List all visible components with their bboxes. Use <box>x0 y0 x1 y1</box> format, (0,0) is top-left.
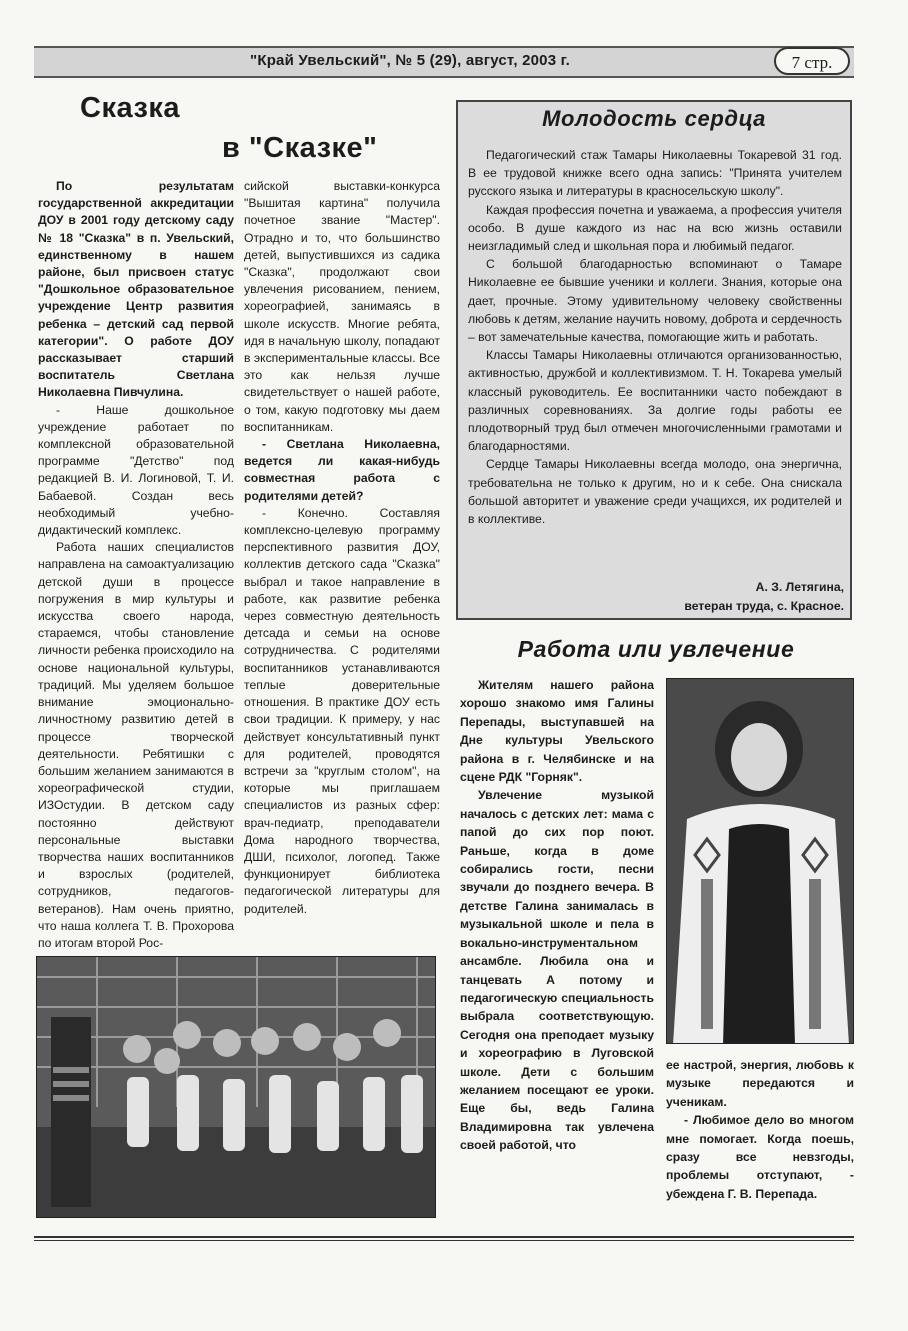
article3-paragraph: ее настрой, энергия, любовь к музыке передаются и ученикам. <box>666 1058 854 1109</box>
article1-question: - Светлана Николаевна, ведется ли какая-нибудь совместная работа с родителями детей? <box>244 437 440 503</box>
article3-lead: Жителям нашего района хорошо знакомо имя Галины Перепады, выступавшей на Дне культуры Увельского района в г. Челябинске и на сцене РДК "Горняк". <box>460 678 654 785</box>
article2-body <box>468 146 842 528</box>
portrait-illustration <box>667 679 854 1044</box>
article1-column-2 <box>244 178 440 918</box>
article2-author-title: ветеран труда, с. Красное. <box>684 599 844 613</box>
article3-column-right <box>666 1056 854 1203</box>
article3-title: Работа или увлечение <box>517 636 795 662</box>
masthead-text: "Край Увельский", № 5 (29), август, 2003 г. <box>250 52 570 69</box>
article2-paragraph: Каждая профессия почетна и уважаема, а профессия учителя особо. В душе каждого из нас на всю жизнь оставили неизгладимый след и школьная пора и любимый педагог. <box>468 202 842 254</box>
article2-signature <box>560 578 844 616</box>
article3-column-left <box>460 676 654 1155</box>
article1-lead: По результатам государственной аккредитации ДОУ в 2001 году детскому саду № 18 "Сказка" в п. Увельский, единственному в нашем районе, был присвоен статус "Дошкольное образовательное учреждение Центр развития ребенка – детский сад первой категории". О работе ДОУ рассказывает старший воспитатель Светлана Николаевна Пивчулина. <box>38 179 234 400</box>
galina-perepada-portrait <box>666 678 854 1044</box>
bottom-rule <box>34 1236 854 1241</box>
article2-title: Молодость сердца <box>542 106 766 131</box>
page-number-badge: 7 стр. <box>774 47 850 75</box>
article1-paragraph: Работа наших специалистов направлена на самоактуализацию детской души в процессе погружения в мир культуры и искусства своего народа, стараемся, чтобы становление личности ребенка происходило на основе национальной культуры, традиций. Мы уделяем большое внимание эмоционально-личностному развитию детей в процессе творческой деятельности. Ребятишки с большим желанием занимаются в хореографической студии, ИЗОстудии. В детском саду постоянно действуют персональные выставки творчества наших воспитанников и взрослых (родителей, сотрудников, педагогов-ветеранов). Нам очень приятно, что наша коллега Т. В. Прохорова по итогам второй Рос- <box>38 540 234 950</box>
article1-paragraph: - Конечно. Составляя комплексно-целевую программу перспективного развития ДОУ, коллектив детского сада "Сказка" выбрал и такое направление в работе, как развитие ребенка через совместную деятельность детсада и семьи на основе сотрудничества. С родителями воспитанников устанавливаются теплые доверительные отношения. В практике ДОУ есть свои традиции. К примеру, у нас действует консультативный пункт для родителей, проводятся встречи за "круглым столом", на которые мы приглашаем специалистов из разных сфер: врач-педиатр, преподаватели Дома народного творчества, ДШИ, психолог, логопед. Также функционирует библиотека педагогической литературы для родителей. <box>244 505 440 916</box>
article2-paragraph: Классы Тамары Николаевны отличаются организованностью, активностью, дружбой и коллективизмом. Т. Н. Токарева умелый классный руководитель. Ее воспитанники часто побеждают в различных соревнованиях. За долгие годы работы ее плодотворный труд был отмечен многочисленными грамотами и благодарностями. <box>468 348 842 454</box>
article2-paragraph: С большой благодарностью вспоминают о Тамаре Николаевне ее бывшие ученики и коллеги. Знания, которые она дает, прочные. Этому удивительному человеку свойственны любовь к детям, желание научить новому, доброта и сердечность – вот замечательные качества, помогающие жить и работать. <box>468 257 842 345</box>
kindergarten-children-photo <box>36 956 436 1218</box>
article1-title-line1: Сказка <box>80 92 180 124</box>
article1-column-1 <box>38 178 234 952</box>
article1-title-line2: в "Сказке" <box>222 132 378 164</box>
article2-paragraph: Сердце Тамары Николаевны всегда молодо, она энергична, требовательна не только к другим, но и к себе. Она снискала большой авторитет и уважение среди учащихся, их родителей и в коллективе. <box>468 457 842 527</box>
article1-paragraph: сийской выставки-конкурса "Вышитая картина" получила почетное звание "Мастер". Отрадно и то, что большинство детей, выпустившихся из садика "Сказка", продолжают свои увлечения рисованием, пением, хореографией, занимаясь в школе искусств. Многие ребята, идя в начальную школу, попадают в экспериментальные классы. Все это как нельзя лучше свидетельствует о нашей работе, о том, какую подготовку мы даем воспитанникам. <box>244 179 440 434</box>
article3-paragraph: Увлечение музыкой началось с детских лет: мама с папой до сих пор поют. Раньше, когда в доме собирались гости, песни звучали до позднего вечера. В детстве Галина занималась в музыкальной школе и пела в вокально-инструментальном ансамбле. Любила она и танцевать А потому и педагогическую специальность выбрала соответствующую. Сегодня она преподает музыку и хореографию в Луговской школе. Дети с большим желанием посещают ее уроки. Еще бы, ведь Галина Владимировна так увлечена своей работой, что <box>460 788 654 1153</box>
article3-quote: - Любимое дело во многом мне помогает. Когда поешь, сразу все невзгоды, проблемы отступают, - убеждена Г. В. Перепада. <box>666 1113 854 1201</box>
children-photo-illustration <box>37 957 436 1218</box>
article2-author: А. З. Летягина, <box>755 580 844 594</box>
article1-paragraph: - Наше дошкольное учреждение работает по комплексной образовательной программе "Детство" под редакцией В. И. Логиновой, Т. И. Бабаевой. Создан весь необходимый учебно-дидактический комплекс. <box>38 402 234 538</box>
article2-paragraph: Педагогический стаж Тамары Николаевны Токаревой 31 год. В ее трудовой книжке всего одна запись: "Принята учителем русского языка и литературы в красносельскую школу". <box>468 148 842 199</box>
